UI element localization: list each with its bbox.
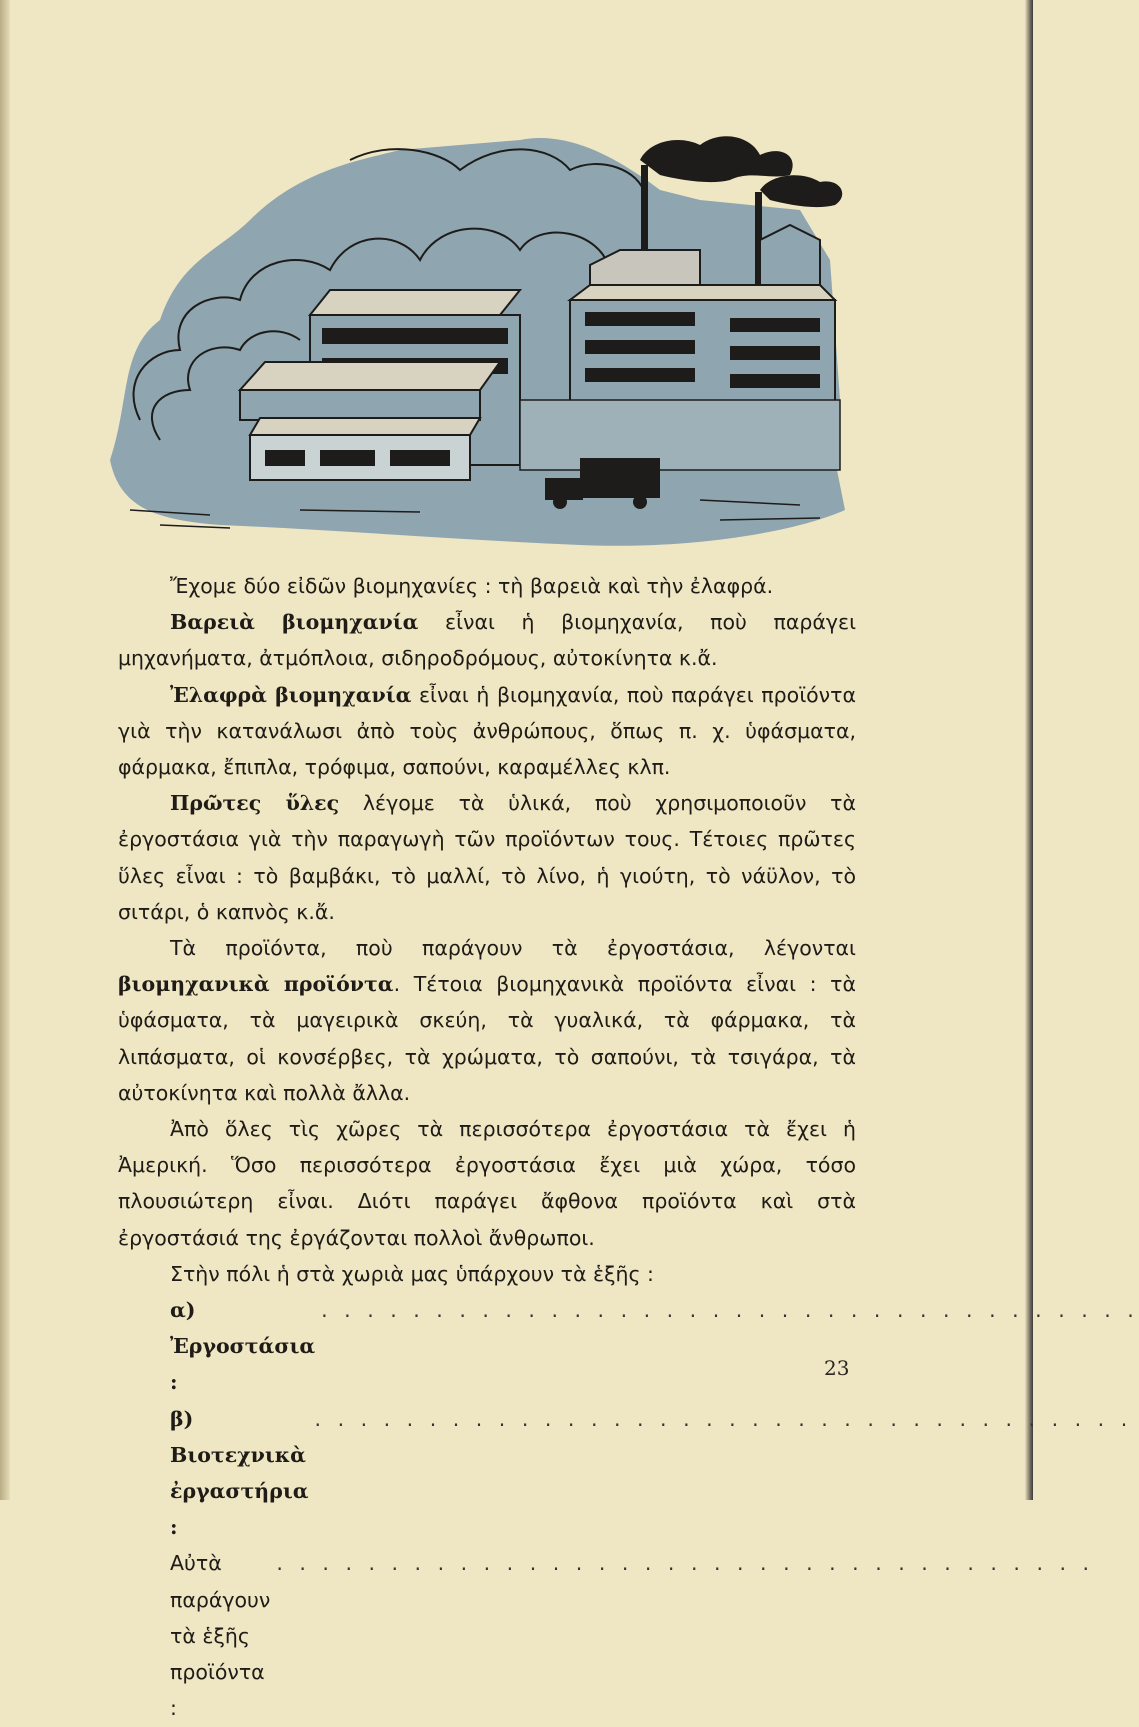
smoke-plume-right xyxy=(760,175,842,207)
truck-wheel-back xyxy=(633,495,647,509)
front-upper xyxy=(240,390,480,420)
fill-in-line xyxy=(118,1545,1095,1726)
paragraph xyxy=(118,785,856,930)
main-roof xyxy=(310,290,520,315)
fill-in-label: Αὐτὰ παράγουν τὰ ἑξῆς προϊόντα : xyxy=(170,1551,271,1721)
page-right-edge xyxy=(1025,0,1033,1500)
bold-term: βιομηχανικὰ προϊόντα xyxy=(118,972,394,997)
text-run: Τὰ προϊόντα, ποὺ παράγουν τὰ ἐργοστάσια, λέγονται xyxy=(170,936,856,961)
paragraph xyxy=(118,568,856,604)
body-text xyxy=(118,568,1139,1727)
fill-in-label: β) Βιοτεχνικὰ ἐργαστήρια : xyxy=(170,1406,309,1540)
factory-illustration xyxy=(100,100,860,560)
text-run: Ἔχομε δύο εἰδῶν βιομηχανίες : τὴ βαρειὰ καὶ τὴν ἐλαφρά. xyxy=(170,574,774,598)
paragraph xyxy=(118,1111,856,1256)
smoke-plume-left xyxy=(640,136,793,182)
bold-term: Ἐλαφρὰ βιομηχανία xyxy=(170,682,412,707)
fill-in-label: α) Ἐργοστάσια : xyxy=(170,1298,316,1395)
text-run: εἶναι ἡ βιομηχανία, ποὺ παράγει μηχανήματα, ἀτμόπλοια, σιδηροδρόμους, αὐτοκίνητα κ.ἄ. xyxy=(118,610,857,671)
leader-dots: . . . . . . . . . . . . . . . . . . . . . . . . . . . . . . . . . . . . xyxy=(314,1406,1133,1431)
text-run: εἶναι ἡ βιομηχανία, ποὺ παράγει προϊόντα γιὰ τὴν κατανάλωσι ἀπὸ τοὺς ἀνθρώπους, ὅπως π. χ. ὑφάσματα, φάρμακα, ἔπιπλα, τρόφιμα, σαπούνι, καραμέλλες κλπ. xyxy=(118,682,856,780)
leader-dots: . . . . . . . . . . . . . . . . . . . . . . . . . . . . . . . . . . . . xyxy=(321,1298,1139,1323)
leader-dots: . . . . . . . . . . . . . . . . . . . . . . . . . . . . . . . . . . . . xyxy=(276,1551,1095,1576)
factory-wall xyxy=(520,400,840,470)
front-roof xyxy=(240,362,500,390)
paragraph xyxy=(118,930,856,1111)
bold-term: Βαρειὰ βιομηχανία xyxy=(170,610,419,635)
text-run: Στὴν πόλι ἡ στὰ χωριὰ μας ὑπάρχουν τὰ ἑξῆς : xyxy=(170,1261,654,1286)
truck-body xyxy=(580,458,660,498)
page-binding-edge xyxy=(0,0,10,1500)
page-number: 23 xyxy=(824,1356,850,1380)
paragraph xyxy=(118,604,856,676)
fill-in-line xyxy=(118,1401,1133,1546)
text-run: . Τέτοια βιομηχανικὰ προϊόντα εἶναι : τὰ ὑφάσματα, τὰ μαγειρικὰ σκεύη, τὰ γυαλικά, τὰ φάρμακα, τὰ λιπάσματα, οἱ κονσέρβες, τὰ χρώματα, τὸ σαπούνι, τὰ τσιγάρα, τὰ αὐτοκίνητα καὶ πολλὰ ἄλλα. xyxy=(118,972,856,1105)
truck-wheel-front xyxy=(553,495,567,509)
text-run: Ἀπὸ ὅλες τὶς χῶρες τὰ περισσότερα ἐργοστάσια τὰ ἔχει ἡ Ἀμερική. Ὅσο περισσότερα ἐργοστάσια ἔχει μιὰ χώρα, τόσο πλουσιώτερη εἶναι. Διότι παράγει ἄφθονα προϊόντα καὶ στὰ ἐργοστάσιά της ἐργάζονται πολλοὶ ἄνθρωποι. xyxy=(118,1117,856,1250)
paragraph xyxy=(118,677,856,786)
paragraph xyxy=(118,1256,856,1292)
front-windows xyxy=(265,450,450,466)
bold-term: Πρῶτες ὕλες xyxy=(170,791,340,816)
shed-roof xyxy=(250,418,480,435)
text-run: λέγομε τὰ ὑλικά, ποὺ χρησιμοποιοῦν τὰ ἐργοστάσια γιὰ τὴν παραγωγὴ τῶν προϊόντων τους. Τέτοιες πρῶτες ὕλες εἶναι : τὸ βαμβάκι, τὸ μαλλί, τὸ λίνο, ἡ γιούτη, τὸ νάϋλον, τὸ σιτάρι, ὁ καπνὸς κ.ἄ. xyxy=(118,791,856,924)
fill-in-line xyxy=(118,1292,1139,1401)
right-roof xyxy=(570,285,835,300)
